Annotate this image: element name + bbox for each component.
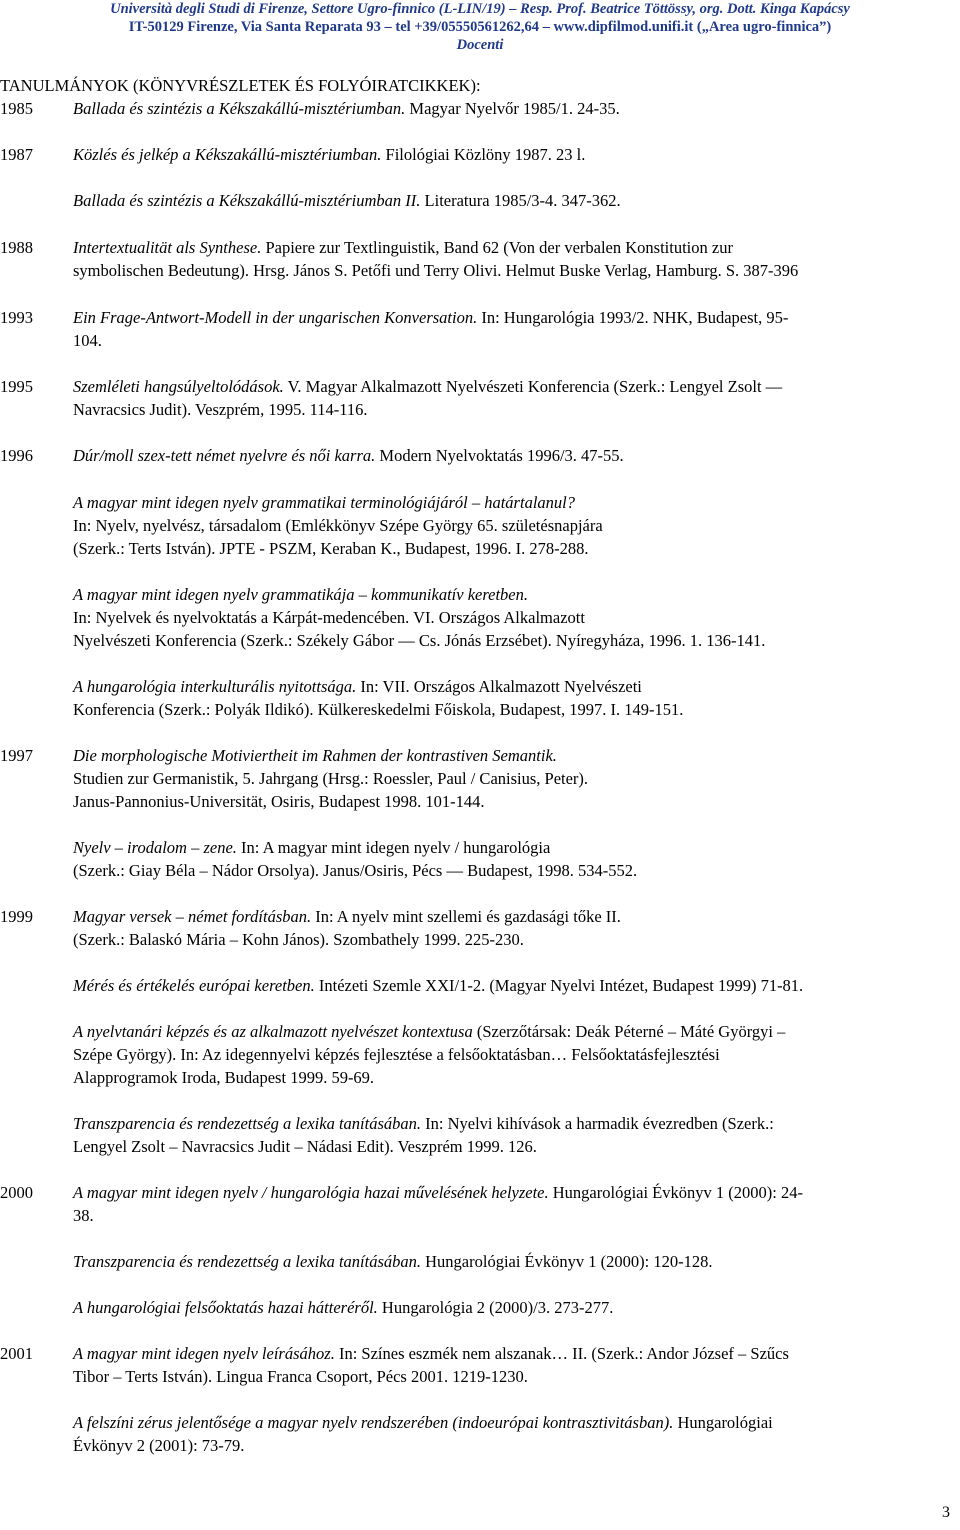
publication-title: A magyar mint idegen nyelv leírásához. xyxy=(73,1344,335,1363)
publication-text xyxy=(73,1252,712,1272)
publication-text xyxy=(73,308,788,328)
publication-details: Intézeti Szemle XXI/1-2. (Magyar Nyelvi Intézet, Budapest 1999) 71-81. xyxy=(314,976,804,995)
publication-text xyxy=(73,493,575,513)
publication-title: Közlés és jelkép a Kékszakállú-misztériumban. xyxy=(73,145,382,164)
publication-text xyxy=(73,861,637,881)
publication-text xyxy=(73,700,683,720)
publication-title: Transzparencia és rendezettség a lexika tanításában. xyxy=(73,1252,421,1271)
publication-text xyxy=(73,1344,789,1364)
publication-text xyxy=(73,1022,785,1042)
publication-text xyxy=(73,400,368,420)
publication-text xyxy=(73,1436,244,1456)
publication-text xyxy=(73,145,585,165)
publication-details: V. Magyar Alkalmazott Nyelvészeti Konferencia (Szerk.: Lengyel Zsolt — xyxy=(283,377,783,396)
publication-details: In: Színes eszmék nem alszanak… II. (Szerk.: Andor József – Szűcs xyxy=(334,1344,789,1363)
publication-details: (Szerk.: Terts István). JPTE - PSZM, Keraban K., Budapest, 1996. I. 278-288. xyxy=(73,539,589,558)
publication-details: Lengyel Zsolt – Navracsics Judit – Nádasi Edit). Veszprém 1999. 126. xyxy=(73,1137,537,1156)
publication-year: 1985 xyxy=(0,99,33,118)
publication-title: A nyelvtanári képzés és az alkalmazott nyelvészet kontextusa xyxy=(73,1022,473,1041)
publication-details: symbolischen Bedeutung). Hrsg. János S. Petőfi und Terry Olivi. Helmut Buske Verlag, Hamburg. S. 387-396 xyxy=(73,261,799,280)
publication-details: Szépe György). In: Az idegennyelvi képzés fejlesztése a felsőoktatásban… Felsőoktatásfejlesztési xyxy=(73,1045,720,1064)
publication-text xyxy=(73,769,588,789)
page-header xyxy=(0,0,960,54)
publication-details: Nyelvészeti Konferencia (Szerk.: Székely Gábor — Cs. Jónás Erzsébet). Nyíregyháza, 1996. 1. 136-141. xyxy=(73,631,766,650)
publication-text xyxy=(73,1045,720,1065)
publication-text xyxy=(73,746,557,766)
publication-year: 2000 xyxy=(0,1183,33,1202)
publication-text xyxy=(73,99,620,119)
publication-title: A magyar mint idegen nyelv grammatikája – kommunikatív keretben. xyxy=(73,585,529,604)
publication-text xyxy=(73,907,621,927)
publication-details: Literatura 1985/3-4. 347-362. xyxy=(420,191,621,210)
publication-text xyxy=(73,191,621,211)
header-section: Docenti xyxy=(456,37,504,53)
publication-year: 1988 xyxy=(0,238,33,257)
publication-title: A magyar mint idegen nyelv / hungarológia hazai művelésének helyzete. xyxy=(73,1183,549,1202)
publication-details: Konferencia (Szerk.: Polyák Ildikó). Külkereskedelmi Főiskola, Budapest, 1997. I. 149-151. xyxy=(73,700,684,719)
publication-title: Nyelv – irodalom – zene. xyxy=(73,838,237,857)
publication-title: Intertextualität als Synthese. xyxy=(73,238,262,257)
publication-details: Studien zur Germanistik, 5. Jahrgang (Hrsg.: Roessler, Paul / Canisius, Peter). xyxy=(73,769,589,788)
publication-title: Szemléleti hangsúlyeltolódások. xyxy=(73,377,284,396)
publication-details: 38. xyxy=(73,1206,94,1225)
publication-title: Ballada és szintézis a Kékszakállú-misztériumban. xyxy=(73,99,406,118)
publication-text xyxy=(73,792,485,812)
publication-text xyxy=(73,1114,774,1134)
publication-text xyxy=(73,930,524,950)
publication-details: (Szerzőtársak: Deák Péterné – Máté Györgyi – xyxy=(472,1022,786,1041)
publication-details: (Szerk.: Balaskó Mária – Kohn János). Szombathely 1999. 225-230. xyxy=(73,930,524,949)
publication-title: A hungarológia interkulturális nyitottsága. xyxy=(73,677,357,696)
publication-details: 104. xyxy=(73,331,102,350)
publication-text xyxy=(73,631,765,651)
page-number: 3 xyxy=(942,1504,950,1521)
publication-text xyxy=(73,238,733,258)
header-address: IT-50129 Firenze, Via Santa Reparata 93 – tel +39/05550561262,64 – www.dipfilmod.unifi.it („Area ugro-finnica”) xyxy=(128,19,832,35)
publication-title: Die morphologische Motiviertheit im Rahmen der kontrastiven Semantik. xyxy=(73,746,557,765)
publication-year: 1995 xyxy=(0,377,33,396)
publication-text xyxy=(73,677,642,697)
publication-details: Hungarológiai Évkönyv 1 (2000): 120-128. xyxy=(421,1252,713,1271)
publication-text xyxy=(73,261,798,281)
publication-details: Hungarológiai Évkönyv 1 (2000): 24- xyxy=(548,1183,803,1202)
publication-year: 1997 xyxy=(0,746,33,765)
publication-text xyxy=(73,331,102,351)
publication-details: (Szerk.: Giay Béla – Nádor Orsolya). Janus/Osiris, Pécs — Budapest, 1998. 534-552. xyxy=(73,861,638,880)
publication-details: In: A magyar mint idegen nyelv / hungarológia xyxy=(236,838,551,857)
publication-title: Magyar versek – német fordításban. xyxy=(73,907,312,926)
header-institution: Università degli Studi di Firenze, Settore Ugro-finnico (L-LIN/19) – Resp. Prof. Beatrice Töttössy, org. Dott. Kinga Kapácsy xyxy=(110,1,850,17)
publication-title: A magyar mint idegen nyelv grammatikai terminológiájáról – határtalanul? xyxy=(73,493,575,512)
publication-text xyxy=(73,1206,94,1226)
publication-title: Mérés és értékelés európai keretben. xyxy=(73,976,315,995)
publication-text xyxy=(73,1068,374,1088)
publication-details: Papiere zur Textlinguistik, Band 62 (Von der verbalen Konstitution zur xyxy=(261,238,733,257)
publication-text xyxy=(73,1137,537,1157)
publication-details: In: VII. Országos Alkalmazott Nyelvészeti xyxy=(356,677,642,696)
publication-details: Hungarológia 2 (2000)/3. 273-277. xyxy=(377,1298,614,1317)
publication-title: Transzparencia és rendezettség a lexika tanításában. xyxy=(73,1114,421,1133)
publication-text xyxy=(73,446,624,466)
publication-text xyxy=(73,838,550,858)
section-heading: TANULMÁNYOK (KÖNYVRÉSZLETEK ÉS FOLYÓIRATCIKKEK): xyxy=(0,76,481,95)
publication-details: Évkönyv 2 (2001): 73-79. xyxy=(73,1436,245,1455)
publication-text xyxy=(73,1298,613,1318)
publication-title: A felszíni zérus jelentősége a magyar nyelv rendszerében (indoeurópai kontrasztivitásban). xyxy=(73,1413,674,1432)
publication-text xyxy=(73,1183,803,1203)
publication-details: In: Nyelv, nyelvész, társadalom (Emlékkönyv Szépe György 65. születésnapjára xyxy=(73,516,603,535)
publication-details: In: Nyelvek és nyelvoktatás a Kárpát-medencében. VI. Országos Alkalmazott xyxy=(73,608,585,627)
publication-text xyxy=(73,377,782,397)
publication-details: Magyar Nyelvőr 1985/1. 24-35. xyxy=(405,99,620,118)
publication-year: 1996 xyxy=(0,446,33,465)
publication-details: Modern Nyelvoktatás 1996/3. 47-55. xyxy=(375,446,624,465)
publication-details: Hungarológiai xyxy=(673,1413,773,1432)
publication-year: 2001 xyxy=(0,1344,33,1363)
publication-text xyxy=(73,608,585,628)
publication-details: In: A nyelv mint szellemi és gazdasági tőke II. xyxy=(311,907,621,926)
publication-text xyxy=(73,585,528,605)
publication-details: Janus-Pannonius-Universität, Osiris, Budapest 1998. 101-144. xyxy=(73,792,485,811)
publication-text xyxy=(73,516,603,536)
publication-year: 1993 xyxy=(0,308,33,327)
publication-title: Ballada és szintézis a Kékszakállú-misztériumban II. xyxy=(73,191,421,210)
publication-details: Tibor – Terts István). Lingua Franca Csoport, Pécs 2001. 1219-1230. xyxy=(73,1367,528,1386)
publication-details: Navracsics Judit). Veszprém, 1995. 114-116. xyxy=(73,400,368,419)
publication-year: 1999 xyxy=(0,907,33,926)
publication-details: In: Nyelvi kihívások a harmadik évezredben (Szerk.: xyxy=(421,1114,774,1133)
publication-text xyxy=(73,1413,773,1433)
publication-title: Ein Frage-Antwort-Modell in der ungarischen Konversation. xyxy=(73,308,478,327)
publication-year: 1987 xyxy=(0,145,33,164)
publication-details: Filológiai Közlöny 1987. 23 l. xyxy=(381,145,586,164)
publication-text xyxy=(73,539,588,559)
publication-title: A hungarológiai felsőoktatás hazai hátteréről. xyxy=(73,1298,378,1317)
publication-title: Dúr/moll szex-tett német nyelvre és női karra. xyxy=(73,446,376,465)
publication-details: In: Hungarológia 1993/2. NHK, Budapest, 95- xyxy=(477,308,789,327)
publication-details: Alapprogramok Iroda, Budapest 1999. 59-69. xyxy=(73,1068,375,1087)
publication-text xyxy=(73,1367,528,1387)
publication-text xyxy=(73,976,803,996)
